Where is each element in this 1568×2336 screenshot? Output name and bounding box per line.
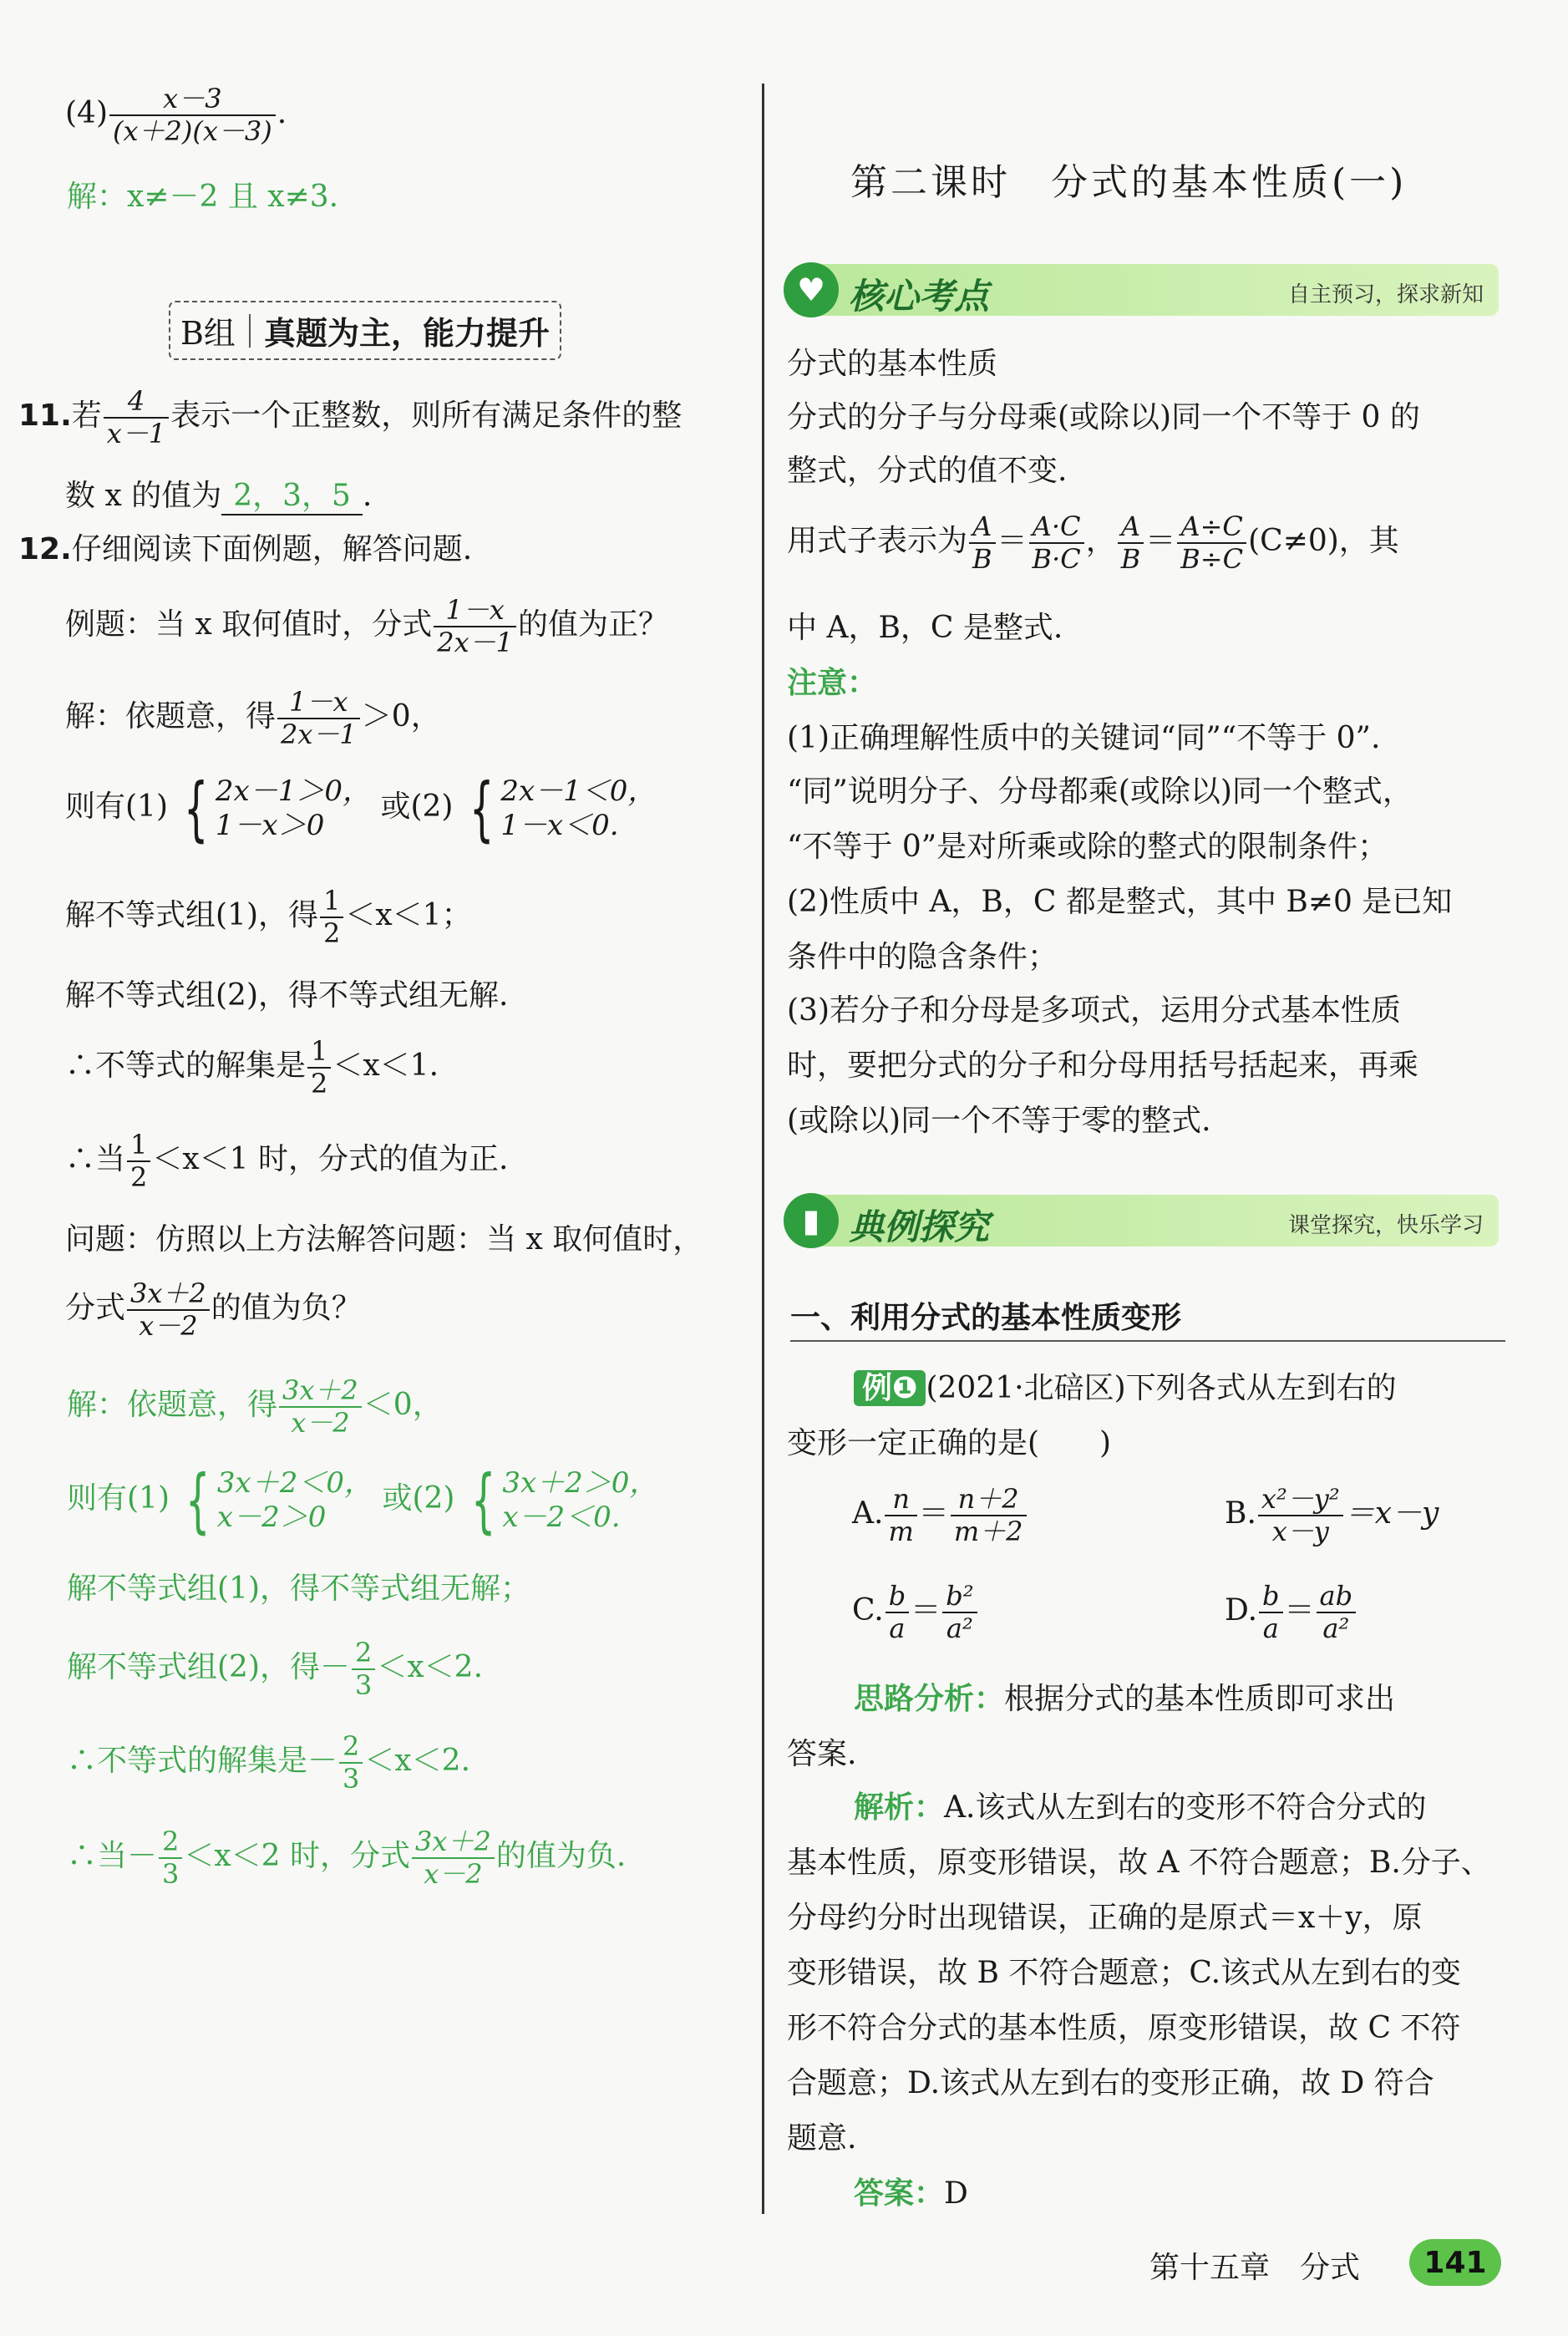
group-tag: B组 [180, 315, 236, 352]
p4-solution: 解：x≠－2 且 x≠3. [67, 180, 339, 214]
note-3b: 时，要把分式的分子和分母用括号括起来，再乘 [787, 1049, 1419, 1083]
note-1b: “同”说明分子、分母都乘(或除以)同一个整式， [787, 774, 1413, 809]
solution-step-3: 解不等式组(1)，得不等式组无解； [67, 1572, 530, 1606]
option-d: D. $\frac{b}{a}$ ＝ $\frac{ab}{\text{a²}}$ [1225, 1581, 1357, 1644]
example-step-4: 解不等式组(2)，得不等式组无解. [65, 978, 509, 1013]
left-brace: { [470, 1460, 496, 1541]
knowledge-p2: 整式，分式的值不变. [787, 454, 1068, 488]
knowledge-formula: 用式子表示为 $\frac{A}{B}$ ＝ $\frac{A\cdot C}{B\cdot C}$ ， $\frac{A}{B}$ ＝ $\frac{A\div C}{B\div C}$ (C≠0)，其 [787, 510, 1399, 575]
example-1-line1: 例❶ (2021·北碚区)下列各式从左到右的 [854, 1370, 1397, 1406]
section-rule [790, 1340, 1505, 1342]
lesson-title: 第二课时 分式的基本性质(一) [850, 161, 1408, 204]
column-divider [762, 84, 764, 2214]
note-2b: 条件中的隐含条件； [787, 940, 1058, 974]
solution-line6: 合题意；D.该式从左到右的变形正确，故 D 符合 [787, 2066, 1434, 2100]
group-title: 真题为主，能力提升 [263, 314, 550, 352]
solution-line3: 分母约分时出现错误，正确的是原式＝x＋y，原 [787, 1901, 1423, 1935]
idea-label: 思路分析： [854, 1682, 1005, 1716]
solution-line4: 变形错误，故 B 不符合题意；C.该式从左到右的变 [787, 1956, 1462, 1990]
note-1a: (1)正确理解性质中的关键词“同”“不等于 0”. [787, 721, 1381, 755]
example-tag: 例❶ [854, 1370, 926, 1406]
idea-line2: 答案. [787, 1737, 857, 1771]
example-step-1: 解：依题意，得 $\frac{1-x}{2x-1}$ ＞0， [65, 686, 441, 750]
solution-step-6: ∴当－ $\frac{2}{3}$ ＜x＜2 时，分式 $\frac{3x+2}{x-2}$ 的值为负. [67, 1826, 627, 1890]
banner-core-points: ♥ 核心考点 自主预习，探求新知 [784, 264, 1499, 316]
solution-line1: 解析：A.该式从左到右的变形不符合分式的 [854, 1790, 1427, 1825]
chart-icon: ▮ [784, 1193, 839, 1248]
left-brace: { [185, 1460, 211, 1541]
p4-numerator: x－3 [109, 84, 276, 116]
heart-icon: ♥ [784, 262, 839, 317]
left-brace: { [469, 768, 495, 850]
example-statement: 例题：当 x 取何值时，分式 $\frac{1-x}{2x-1}$ 的值为正？ [65, 594, 668, 658]
note-3c: (或除以)同一个不等于零的整式. [787, 1104, 1211, 1138]
note-1c: “不等于 0”是对所乘或除的整式的限制条件； [787, 830, 1388, 864]
q11-answer-blank: 2，3，5 [221, 478, 363, 515]
knowledge-title: 分式的基本性质 [787, 347, 998, 381]
problem-4: (4) $\frac{x-3}{(x+2)(x-3)}$ . [65, 83, 287, 147]
option-a: A. $\frac{n}{m}$ ＝ $\frac{n+2}{m+2}$ [852, 1484, 1028, 1547]
option-c: C. $\frac{b}{a}$ ＝ $\frac{\text{b²}}{\text{a²}}$ [852, 1581, 979, 1644]
left-brace: { [184, 768, 209, 850]
example-step-3: 解不等式组(1)，得 $\frac{1}{2}$ ＜x＜1； [65, 885, 472, 949]
question-12: 12.仔细阅读下面例题，解答问题. [18, 532, 473, 566]
note-3a: (3)若分子和分母是多项式，运用分式基本性质 [787, 993, 1401, 1028]
note-2a: (2)性质中 A，B，C 都是整式，其中 B≠0 是已知 [787, 885, 1453, 919]
question-11-line2: 数 x 的值为 2，3，5 . [65, 478, 372, 515]
example-step-6: ∴当 $\frac{1}{2}$ ＜x＜1 时，分式的值为正. [65, 1129, 509, 1193]
problem-line1: 问题：仿照以上方法解答问题：当 x 取何值时， [65, 1222, 703, 1257]
option-b: B. $\frac{\text{x²－y²}}{x-y}$ ＝x－y [1225, 1483, 1439, 1547]
knowledge-p3: 中 A，B，C 是整式. [787, 611, 1063, 645]
solution-step-2: 则有(1) { 3x＋2＜0， x－2＞0 或(2) { 3x＋2＞0， x－2＜0. [67, 1460, 658, 1541]
solution-step-4: 解不等式组(2)，得－ $\frac{2}{3}$ ＜x＜2. [67, 1637, 484, 1701]
solution-label: 解析： [854, 1790, 945, 1825]
solution-step-1: 解：依题意，得 $\frac{3x+2}{x-2}$ ＜0， [67, 1374, 443, 1439]
group-label [169, 301, 561, 360]
answer-line: 答案：D [854, 2176, 968, 2211]
idea-line1: 思路分析：根据分式的基本性质即可求出 [854, 1682, 1396, 1716]
solution-step-5: ∴不等式的解集是－ $\frac{2}{3}$ ＜x＜2. [67, 1730, 471, 1795]
solution-line7: 题意. [787, 2121, 857, 2156]
question-11: 11.若 $\frac{4}{x-1}$ 表示一个正整数，则所有满足条件的整 [18, 385, 683, 449]
chapter-footer: 第十五章 分式 [1149, 2251, 1361, 2285]
page-number: 141 [1409, 2239, 1501, 2286]
p4-denominator: (x＋2)(x－3) [113, 114, 272, 147]
solution-line2: 基本性质，原变形错误，故 A 不符合题意；B.分子、 [787, 1846, 1491, 1880]
note-label: 注意： [787, 666, 878, 700]
example-step-2: 则有(1) { 2x－1＞0， 1－x＞0 或(2) { 2x－1＜0， 1－x＜0. [65, 768, 657, 850]
section-heading: 一、利用分式的基本性质变形 [790, 1301, 1182, 1335]
example-1-line2: 变形一定正确的是( ) [787, 1426, 1112, 1460]
knowledge-p1: 分式的分子与分母乘(或除以)同一个不等于 0 的 [787, 400, 1420, 434]
group-separator [249, 314, 251, 348]
problem-line2: 分式 $\frac{3x+2}{x-2}$ 的值为负？ [65, 1277, 362, 1342]
solution-line5: 形不符合分式的基本性质，原变形错误，故 C 不符 [787, 2011, 1461, 2045]
example-step-5: ∴不等式的解集是 $\frac{1}{2}$ ＜x＜1. [65, 1035, 439, 1099]
answer-label: 答案： [854, 2176, 945, 2211]
banner-examples: ▮ 典例探究 课堂探究，快乐学习 [784, 1195, 1499, 1247]
